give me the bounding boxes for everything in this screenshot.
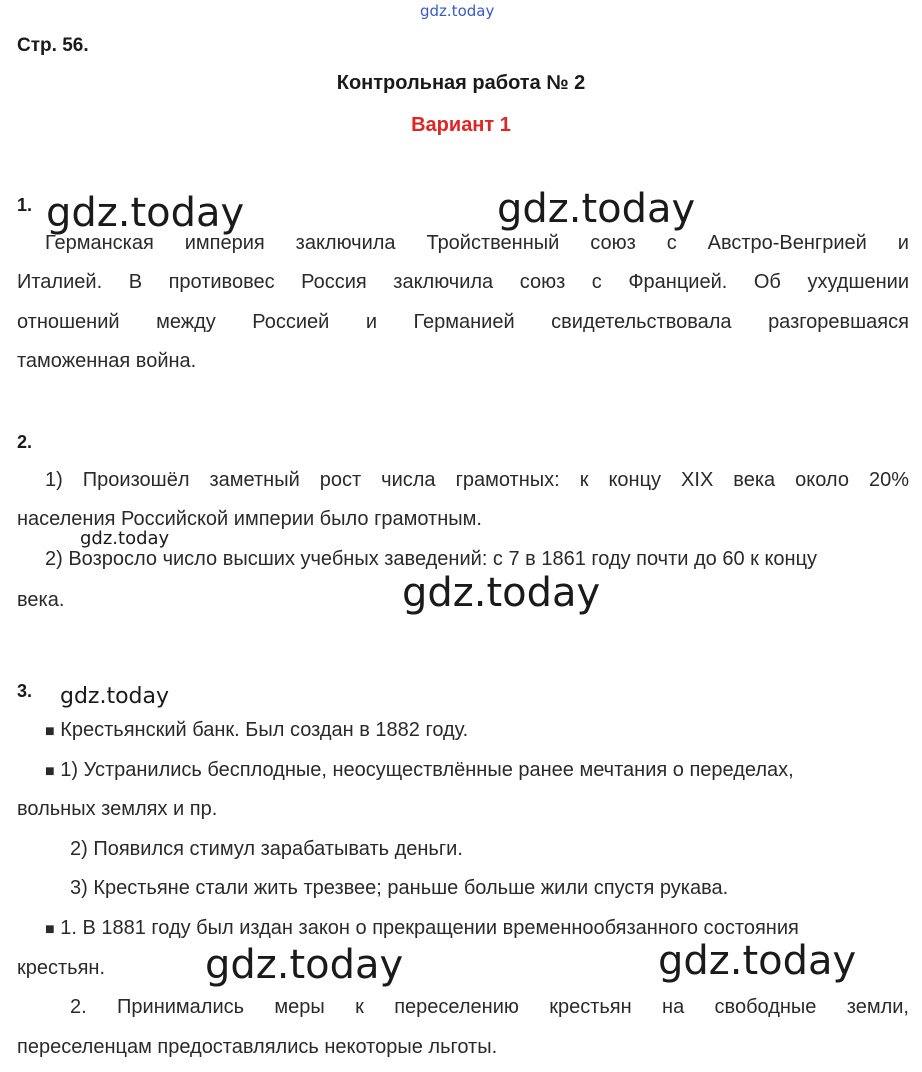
q3-line-5: 3) Крестьяне стали жить трезвее; раньше больше жили спустя рукава. (70, 877, 729, 899)
watermark-5: gdz.today (60, 684, 170, 709)
q1-line-2: Италией. В противовес Россия заключила союз с Францией. Об ухудшении (17, 271, 909, 293)
q3-item-3: ■ 1. В 1881 году был издан закон о прекращении временнообязанного состояния (45, 917, 799, 939)
watermark-4: gdz.today (402, 570, 601, 616)
question-1-number: 1. (17, 195, 33, 215)
page-title: Контрольная работа № 2 (336, 72, 586, 94)
variant-heading: Вариант 1 (411, 114, 511, 136)
q3-item-1: ■ Крестьянский банк. Был создан в 1882 году. (45, 719, 469, 741)
q2-line-4: века. (17, 589, 65, 611)
q3-line-8: 2. Принимались меры к переселению крестьян на свободные земли, (70, 996, 909, 1018)
bullet-icon: ■ (45, 763, 55, 780)
page-label: Стр. 56. (17, 35, 89, 56)
q3-line-4: 2) Появился стимул зарабатывать деньги. (70, 838, 463, 860)
watermark-top: gdz.today (420, 2, 495, 20)
watermark-7: gdz.today (658, 938, 857, 984)
q2-line-3: 2) Возросло число высших учебных заведений: с 7 в 1861 году почти до 60 к концу (45, 548, 818, 570)
q1-line-4: таможенная война. (17, 350, 197, 372)
q3-line-9: переселенцам предоставлялись некоторые льготы. (17, 1036, 498, 1058)
q3-line-7: крестьян. (17, 957, 106, 979)
watermark-2: gdz.today (497, 186, 696, 232)
q3-item-2: ■ 1) Устранились бесплодные, неосуществлённые ранее мечтания о переделах, (45, 759, 794, 781)
q2-line-2: населения Российской империи было грамотным. (17, 508, 482, 530)
q3-line-3: вольных землях и пр. (17, 798, 218, 820)
question-3-number: 3. (17, 681, 33, 701)
bullet-icon: ■ (45, 921, 55, 938)
watermark-1: gdz.today (46, 190, 245, 236)
q1-line-3: отношений между Россией и Германией свидетельствовала разгоревшаяся (17, 311, 909, 333)
question-2-number: 2. (17, 432, 33, 452)
bullet-icon: ■ (45, 723, 55, 740)
q2-line-1: 1) Произошёл заметный рост числа грамотных: к концу XIX века около 20% (45, 469, 909, 491)
q1-line-1: Германская империя заключила Тройственный союз с Австро-Венгрией и (45, 232, 909, 254)
watermark-6: gdz.today (205, 942, 404, 988)
watermark-3: gdz.today (80, 528, 170, 549)
